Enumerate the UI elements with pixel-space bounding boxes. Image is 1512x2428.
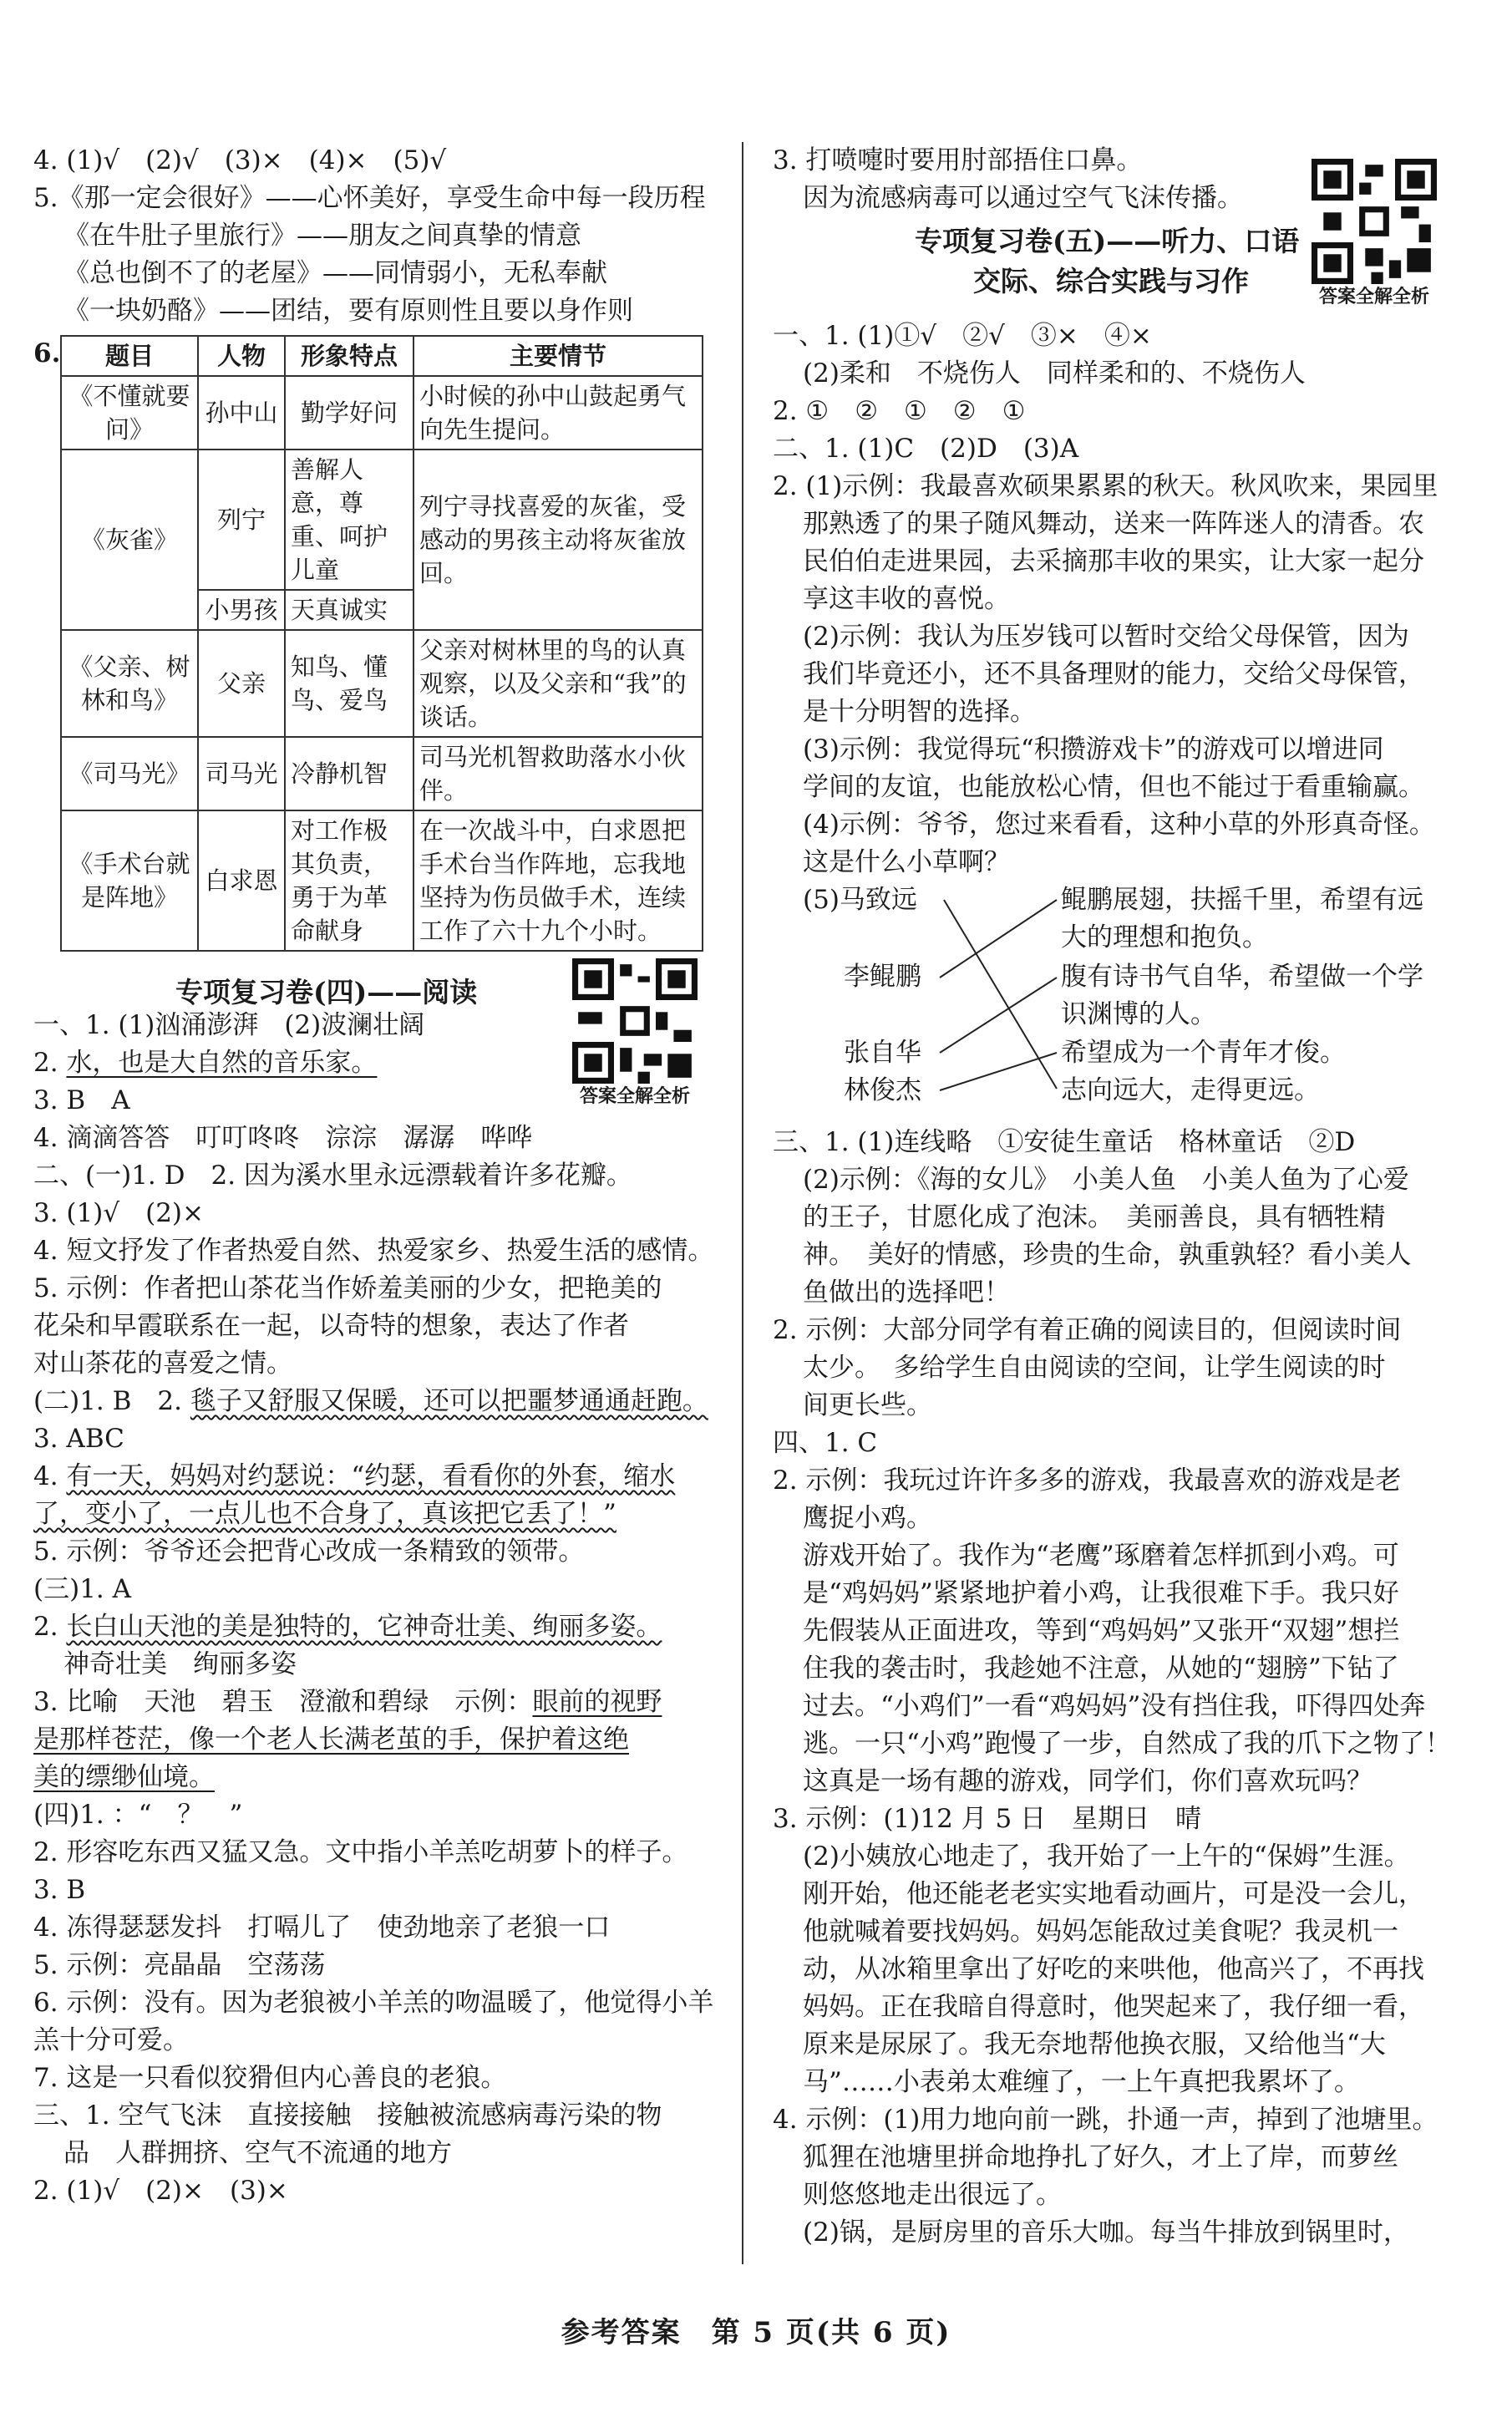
answer-v3-5: 动，从冰箱里拿出了好吃的来哄他，他高兴了，不再找 [803,1954,1424,1984]
answer-e5: 5. 示例：亮晶晶 空荡荡 [33,1950,326,1980]
answer-v2-9: 这真是一场有趣的游戏，同学们，你们喜欢玩吗？ [803,1766,1372,1796]
answer-b1: 二、(一)1. D 2. 因为溪水里永远漂载着许多花瓣。 [33,1161,632,1191]
qr-code-block [568,958,702,1109]
answer-v3-7: 原来是尿尿了。我无奈地帮他换衣服，又给他当“大 [803,2029,1386,2060]
table-cell: 冷静机智 [285,737,414,810]
table-row [61,810,703,951]
qr-caption: 答案全解全析 [579,1085,690,1107]
section-4-title: 专项复习卷(四)——阅读 [175,976,478,1008]
table-cell: 知鸟、懂鸟、爱鸟 [285,630,414,737]
answer-prefix: 2. [33,1048,67,1078]
table-cell: 父亲 [198,630,285,737]
answer-q5-2: 《在牛肚子里旅行》——朋友之间真挚的情意 [63,221,581,251]
answer-t2-2: 那熟透了的果子随风舞动，送来一阵阵迷人的清香。农 [803,509,1424,539]
table-cell: 列宁寻找喜爱的灰雀，受感动的男孩主动将灰雀放回。 [414,450,703,630]
answer-v3-4: 他就喊着要找妈妈。妈妈怎能敌过美食呢？我灵机一 [803,1917,1398,1947]
left-column [33,142,714,2210]
answer-t2-10: (4)示例：爷爷，您过来看看，这种小草的外形真奇怪。 [803,810,1435,840]
table-cell: 天真诚实 [285,590,414,630]
qr-code-icon[interactable] [1312,159,1437,284]
answer-v3-1: 3. 示例：(1)12 月 5 日 星期日 晴 [773,1804,1202,1834]
answer-t1: 二、1. (1)C (2)D (3)A [773,434,1079,464]
answer-d2 [33,1608,710,1646]
answer-t2-1: 2. (1)示例：我最喜欢硕果累累的秋天。秋风吹来，果园里 [773,471,1438,501]
table-cell: 司马光机智救助落水小伙伴。 [414,737,703,810]
answer-v2-5: 先假装从正面进攻，等到“鸡妈妈”又张开“双翅”想拦 [803,1616,1400,1646]
wavy-answer: 长白山天池的美是独特的，它神奇壮美、绚丽多姿。 [66,1612,662,1642]
table-cell: 小男孩 [198,590,285,630]
answer-q5-4: 《一块奶酪》——团结，要有原则性且要以身作则 [63,296,633,326]
table-row [61,376,703,450]
answer-prefix: 4. [33,1461,67,1491]
answer-u1-2: (2)示例：《海的女儿》 小美人鱼 小美人鱼为了心爱 [803,1165,1409,1195]
answer-c3: 3. ABC [33,1424,124,1454]
answer-u2-1: 2. 示例：大部分同学有着正确的阅读目的，但阅读时间 [773,1315,1402,1345]
answer-s2: 2. ① ② ① ② ① [773,396,1026,426]
match-line [944,900,1057,1089]
table-cell: 《司马光》 [61,737,198,810]
answer-e7: 7. 这是一只看似狡猾但内心善良的老狼。 [33,2063,507,2093]
answer-prefix: 2. [33,1612,67,1642]
match-line [940,1053,1057,1090]
table-cell: 孙中山 [198,376,285,450]
section-5-title: 专项复习卷(五)——听力、口语 [915,225,1300,257]
answer-e2: 2. 形容吃东西又猛又急。文中指小羊羔吃胡萝卜的样子。 [33,1837,688,1867]
table-header: 人物 [198,336,285,376]
table-cell: 《不懂就要问》 [61,376,198,450]
answer-t2-9: 学间的友谊，也能放松心情，但也不能过于看重输赢。 [803,772,1424,802]
match-option: 腹有诗书气自华，希望做一个学 [1061,962,1423,992]
character-table [60,335,703,952]
match-option: 鲲鹏展翅，扶摇千里，希望有远 [1061,885,1423,915]
answer-d2b: 神奇壮美 绚丽多姿 [63,1649,297,1679]
table-cell: 白求恩 [198,810,285,951]
underlined-answer: 水，也是大自然的音乐家。 [66,1048,378,1078]
answer-v2-4: 是“鸡妈妈”紧紧地护着小鸡，让我很难下手。我只好 [803,1578,1399,1608]
answer-u1-4: 神。 美好的情感，珍贵的生命，孰重孰轻？看小美人 [803,1240,1412,1270]
section-5-header [773,217,1470,317]
answer-v1: 四、1. C [773,1428,878,1458]
answer-t2-6: 我们毕竟还小，还不具备理财的能力，交给父母保管， [803,659,1424,689]
answer-v3-2: (2)小姨放心地走了，我开始了一上午的“保姆”生涯。 [803,1841,1410,1872]
answer-f2: 2. (1)√ (2)× (3)× [33,2176,288,2206]
answer-u2-2: 太少。 多给学生自由阅读的空间，让学生阅读的时 [803,1353,1386,1383]
table-header: 形象特点 [285,336,414,376]
answer-a3: 3. B A [33,1085,130,1115]
answer-c4-cont: 了，变小了，一点儿也不合身了，真该把它丢了！” [33,1499,616,1529]
table-cell: 司马光 [198,737,285,810]
answer-e6-cont: 羔十分可爱。 [33,2025,189,2055]
answer-q6 [33,335,710,952]
answer-c4 [33,1458,710,1496]
qr-code-block [1307,159,1441,309]
answer-d1: (三)1. A [33,1574,132,1604]
answer-r3: 3. 打喷嚏时要用肘部捂住口鼻。 [773,145,1143,175]
answer-v4-3: 则悠悠地走出很远了。 [803,2180,1062,2210]
answer-c1 [33,1383,710,1420]
answer-a1: 一、1. (1)汹涌澎湃 (2)波澜壮阔 [33,1010,425,1040]
page-footer: 参考答案 第 5 页(共 6 页) [561,2316,951,2349]
answer-d3 [33,1684,710,1721]
wavy-answer: 毯子又舒服又保暖，还可以把噩梦通通赶跑。 [190,1386,708,1416]
answer-t2-3: 民伯伯走进果园，去采摘那丰收的果实，让大家一起分 [803,546,1424,577]
answer-s1-cont: (2)柔和 不烧伤人 同样柔和的、不烧伤人 [803,358,1306,389]
answer-v2-8: 逃。一只“小鸡”跑慢了一步，自然成了我的爪下之物了！ [803,1729,1451,1759]
table-cell: 勤学好问 [285,376,414,450]
table-cell: 列宁 [198,450,285,590]
table-header: 题目 [61,336,198,376]
qr-caption: 答案全解全析 [1318,286,1429,307]
answer-v4-1: 4. 示例：(1)用力地向前一跳，扑通一声，掉到了池塘里。 [773,2105,1438,2135]
answer-s1: 一、1. (1)①√ ②√ ③× ④× [773,321,1152,351]
answer-u1-3: 的王子，甘愿化成了泡沫。 美丽善良，具有牺牲精 [803,1202,1386,1232]
table-cell: 《手术台就是阵地》 [61,810,198,951]
answer-d3-cont2: 美的缥缈仙境。 [33,1762,215,1792]
name-matching-exercise [773,881,1470,1124]
answer-e3: 3. B [33,1875,86,1905]
answer-q5-1: 5.《那一定会很好》——心怀美好，享受生命中每一段历程 [33,183,706,213]
answer-t2-7: 是十分明智的选择。 [803,697,1036,727]
answer-u1-1: 三、1. (1)连线略 ①安徒生童话 格林童话 ②D [773,1127,1356,1157]
right-column [773,142,1470,2252]
table-cell: 在一次战斗中，白求恩把手术台当作阵地，忘我地坚持为伤员做手术，连续工作了六十九个小时。 [414,810,703,951]
match-line [940,978,1057,1053]
answer-b3: 3. (1)√ (2)× [33,1198,204,1228]
match-name: 张自华 [844,1038,921,1068]
answer-q4: 4. (1)√ (2)√ (3)× (4)× (5)√ [33,145,447,175]
table-row [61,630,703,737]
answer-u2-3: 间更长些。 [803,1390,932,1420]
table-cell: 小时候的孙中山鼓起勇气向先生提问。 [414,376,703,450]
answer-e6: 6. 示例：没有。因为老狼被小羊羔的吻温暖了，他觉得小羊 [33,1988,714,2018]
match-option: 识渊博的人。 [1061,999,1216,1029]
answer-e1: (四)1. ：“ ？ ” [33,1800,243,1830]
answer-b5-2: 花朵和早霞联系在一起，以奇特的想象，表达了作者 [33,1311,629,1341]
answer-prefix: (二)1. B 2. [33,1386,190,1416]
answer-t2-5: (2)示例：我认为压岁钱可以暂时交给父母保管，因为 [803,622,1409,652]
answer-t2-11: 这是什么小草啊？ [803,847,1010,877]
answer-v4-2: 狐狸在池塘里拼命地挣扎了好久，才上了岸，而萝丝 [803,2142,1398,2172]
match-name: 李鲲鹏 [844,962,921,992]
answer-u1-5: 鱼做出的选择吧！ [803,1277,1010,1308]
answer-prefix: 3. 比喻 天池 碧玉 澄澈和碧绿 示例： [33,1687,533,1717]
answer-v2-2: 鹰捉小鸡。 [803,1503,932,1533]
table-header-row [61,336,703,376]
answer-v2-1: 2. 示例：我玩过许许多多的游戏，我最喜欢的游戏是老 [773,1465,1402,1496]
answer-v3-6: 妈妈。正在我暗自得意时，他哭起来了，我仔细一看， [803,1992,1424,2022]
answer-v2-3: 游戏开始了。我作为“老鹰”琢磨着怎样抓到小鸡。可 [803,1541,1399,1571]
table-cell: 父亲对树林里的鸟的认真观察，以及父亲和“我”的谈话。 [414,630,703,737]
match-option: 希望成为一个青年才俊。 [1061,1038,1346,1068]
qr-code-icon[interactable] [572,958,698,1084]
match-option: 志向远大，走得更远。 [1061,1075,1320,1105]
underlined-answer: 眼前的视野 [532,1687,662,1717]
answer-d3-cont: 是那样苍茫，像一个老人长满老茧的手，保护着这绝 [33,1724,629,1755]
answer-b4: 4. 短文抒发了作者热爱自然、热爱家乡、热爱生活的感情。 [33,1236,714,1266]
answer-v2-6: 住我的袭击时，我趁她不注意，从她的“翅膀”下钻了 [803,1653,1399,1684]
match-name: 林俊杰 [844,1075,921,1105]
answer-c5: 5. 示例：爷爷还会把背心改成一条精致的领带。 [33,1537,585,1567]
column-divider [742,142,743,2264]
wavy-answer: 有一天，妈妈对约瑟说：“约瑟，看看你的外套，缩水 [66,1461,676,1491]
answer-t2-8: (3)示例：我觉得玩“积攒游戏卡”的游戏可以增进同 [803,734,1384,764]
answer-v4-4: (2)锅，是厨房里的音乐大咖。每当牛排放到锅里时， [803,2217,1409,2248]
answer-t2-4: 享这丰收的喜悦。 [803,584,1010,614]
table-row [61,450,703,590]
table-row [61,737,703,810]
answer-q5-3: 《总也倒不了的老屋》——同情弱小，无私奉献 [63,258,607,288]
q6-label: 6. [33,338,61,368]
section-5-subtitle: 交际、综合实践与习作 [973,265,1249,297]
table-cell: 《灰雀》 [61,450,198,630]
match-line [940,900,1057,978]
answer-f1-cont: 品 人群拥挤、空气不流通的地方 [63,2138,452,2168]
answer-v2-7: 过去。“小鸡们”一看“鸡妈妈”没有挡住我，吓得四处奔 [803,1691,1426,1721]
answer-r3-cont: 因为流感病毒可以通过空气飞沫传播。 [803,183,1243,213]
answer-v3-3: 刚开始，他还能老老实实地看动画片，可是没一会儿， [803,1879,1424,1909]
table-header: 主要情节 [414,336,703,376]
answer-v3-8: 马”……小表弟太难缠了，一上午真把我累坏了。 [803,2067,1360,2097]
answer-f1: 三、1. 空气飞沫 直接接触 接触被流感病毒污染的物 [33,2100,662,2131]
answer-e4: 4. 冻得瑟瑟发抖 打嗝儿了 使劲地亲了老狼一口 [33,1912,611,1943]
answer-a4: 4. 滴滴答答 叮叮咚咚 淙淙 潺潺 哗哗 [33,1123,533,1153]
table-cell: 善解人意，尊重、呵护儿童 [285,450,414,590]
table-cell: 《父亲、树林和鸟》 [61,630,198,737]
match-label: (5)马致远 [803,885,917,915]
answer-b5-1: 5. 示例：作者把山茶花当作娇羞美丽的少女，把艳美的 [33,1273,662,1303]
answer-b5-3: 对山茶花的喜爱之情。 [33,1349,292,1379]
match-option: 大的理想和抱负。 [1061,922,1268,952]
table-cell: 对工作极其负责，勇于为革命献身 [285,810,414,951]
